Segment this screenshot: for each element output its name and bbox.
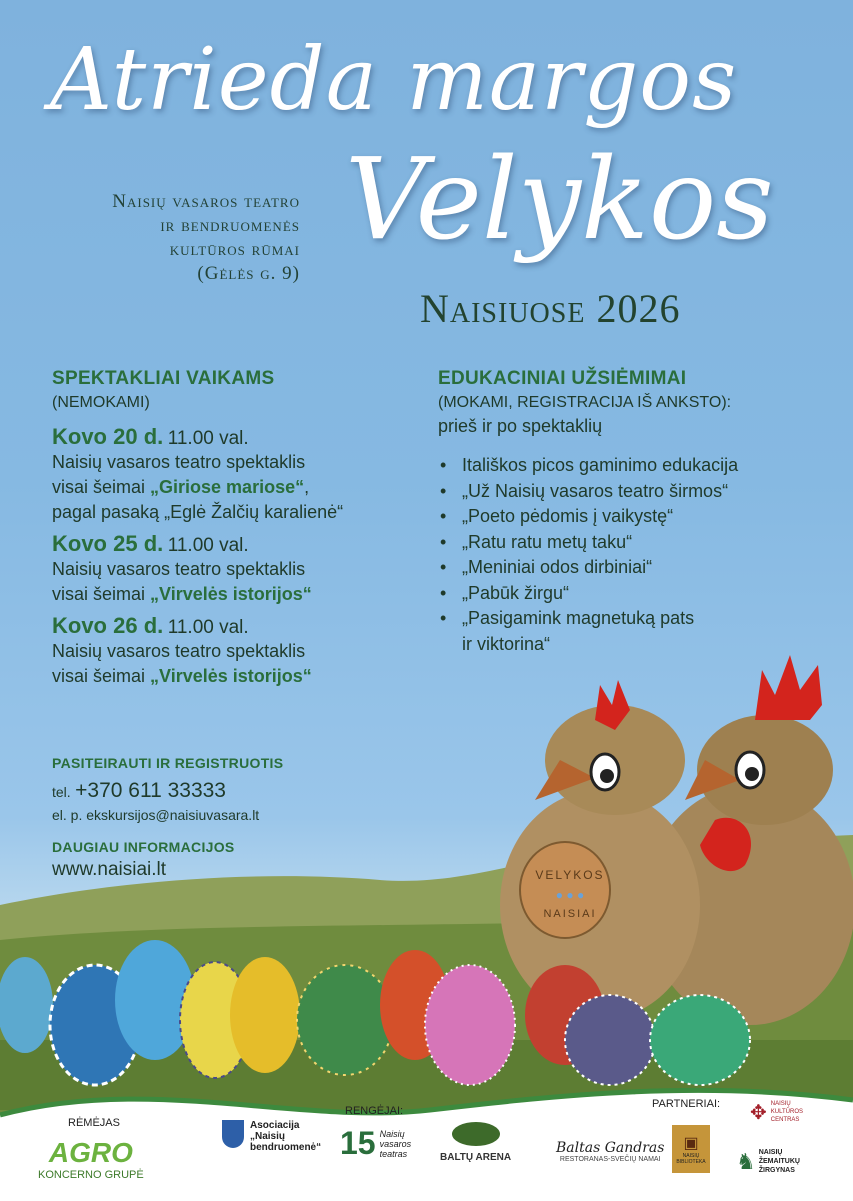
- event-audience: visai šeimai: [52, 477, 151, 497]
- event-line: [52, 582, 412, 607]
- more-info-heading: DAUGIAU INFORMACIJOS: [52, 839, 235, 855]
- play-title: „Virvelės istorijos“: [150, 584, 312, 604]
- tel-label: tel.: [52, 784, 71, 800]
- play-title: „Virvelės istorijos“: [150, 666, 312, 686]
- theatre-line: Naisių: [379, 1128, 405, 1139]
- email-link[interactable]: ekskursijos@naisiuvasara.lt: [86, 807, 260, 823]
- association-line: bendruomenė“: [250, 1142, 322, 1153]
- partners-label: PARTNERIAI:: [652, 1098, 721, 1110]
- association-line: Asociacija: [250, 1120, 300, 1131]
- section-subheading: (NEMOKAMI): [52, 394, 150, 411]
- list-item: [438, 606, 838, 632]
- section-heading: SPEKTAKLIAI VAIKAMS: [52, 368, 275, 389]
- zirgynas-line: ŽIRGYNAS: [758, 1167, 795, 1174]
- arena-logo: [440, 1122, 511, 1163]
- play-title: „Giriose mariose“: [150, 477, 305, 497]
- event-line: [52, 664, 412, 689]
- list-item: [438, 453, 838, 479]
- list-item-text: ir viktorina“: [462, 633, 551, 654]
- bullet-icon: •: [440, 506, 447, 526]
- phone-number[interactable]: +370 611 33333: [75, 779, 226, 802]
- venue-line: (Gėlės g. 9): [197, 263, 300, 284]
- agro-logo-sub: KONCERNO GRUPĖ: [38, 1169, 144, 1181]
- bullet-icon: •: [440, 531, 447, 552]
- event-time: 11.00 val.: [167, 428, 249, 449]
- place-year: Naisiuose 2026: [420, 286, 681, 331]
- event-block: [52, 531, 412, 607]
- association-logo: [222, 1120, 321, 1153]
- section-note: prieš ir po spektaklių: [438, 416, 603, 436]
- list-item-text: „Pabūk žirgu“: [462, 582, 570, 603]
- bullet-icon: •: [440, 557, 447, 577]
- section-subheading: (MOKAMI, REGISTRACIJA IŠ ANKSTO):: [438, 394, 732, 411]
- culture-line: NAISIŲ: [770, 1101, 791, 1107]
- venue-line: Naisių vasaros teatro: [112, 191, 300, 212]
- event-line: pagal pasaką „Eglė Žalčių karalienė“: [52, 502, 344, 522]
- list-item-text: „Poeto pėdomis į vaikystę“: [462, 506, 674, 526]
- theatre-line: vasaros: [379, 1138, 412, 1149]
- bullet-icon: •: [440, 455, 447, 475]
- workshops-section: [438, 368, 838, 657]
- list-item-text: „Meniniai odos dirbiniai“: [462, 557, 653, 577]
- website-link[interactable]: www.naisiai.lt: [52, 859, 167, 880]
- fifteen-logo-icon: 15: [340, 1125, 376, 1161]
- culture-line: KULTŪROS: [770, 1109, 803, 1115]
- velykos-badge: [525, 850, 615, 940]
- event-date: Kovo 20 d.: [52, 424, 164, 449]
- event-punct: ,: [304, 477, 310, 497]
- bullet-icon: •: [440, 582, 447, 603]
- list-item-text: „Ratu ratu metų taku“: [462, 531, 633, 552]
- bullet-icon: •: [440, 480, 447, 501]
- title-line1: Atrieda margos: [50, 30, 738, 130]
- event-block: [52, 613, 412, 689]
- venue-line: kultūros rūmai: [169, 239, 300, 260]
- list-item-text: „Pasigamink magnetuką pats: [462, 608, 695, 628]
- list-item: [438, 479, 838, 505]
- baltas-gandras-text: Baltas Gandras: [556, 1140, 665, 1156]
- sponsor-label: RĖMĖJAS: [68, 1117, 120, 1129]
- event-date: Kovo 25 d.: [52, 531, 164, 556]
- title-line2: Velykos: [345, 135, 774, 265]
- horse-icon: ♞: [736, 1148, 756, 1174]
- event-line: Naisių vasaros teatro spektaklis: [52, 452, 306, 472]
- contact-section: [52, 755, 283, 881]
- library-logo: [672, 1125, 710, 1173]
- badge-top: VELYKOS: [535, 868, 605, 882]
- list-item: [438, 504, 838, 530]
- zirgynas-line: ŽEMAITUKŲ: [758, 1158, 800, 1165]
- baltas-gandras-sub: RESTORANAS-SVEČIŲ NAMAI: [559, 1156, 661, 1163]
- event-line: Naisių vasaros teatro spektaklis: [52, 559, 306, 579]
- badge-eggs: ● ● ●: [555, 888, 585, 902]
- event-time: 11.00 val.: [167, 617, 249, 638]
- painted-eggs-image: [0, 930, 780, 1090]
- list-item-continuation: [438, 632, 838, 658]
- list-item: [438, 555, 838, 581]
- list-item: [438, 530, 838, 556]
- event-line: [52, 475, 412, 500]
- organizers-label: RENGĖJAI:: [345, 1105, 404, 1117]
- book-icon: ▣: [683, 1135, 699, 1152]
- association-line: „Naisių: [250, 1131, 286, 1142]
- event-line: Naisių vasaros teatro spektaklis: [52, 641, 306, 661]
- workshop-list: [438, 453, 838, 657]
- event-audience: visai šeimai: [52, 584, 151, 604]
- library-text: NAISIŲ BIBLIOTEKA: [676, 1153, 706, 1165]
- baltas-gandras-logo: [556, 1140, 664, 1163]
- theatre-logo: [340, 1125, 411, 1162]
- venue-address: [60, 190, 300, 286]
- bullet-icon: •: [440, 608, 447, 628]
- badge-bottom: NAISIAI: [543, 908, 597, 920]
- zirgynas-logo: [736, 1148, 800, 1175]
- list-item: [438, 581, 838, 607]
- list-item-text: Itališkos picos gaminimo edukacija: [462, 455, 739, 475]
- email-label: el. p.: [52, 807, 83, 823]
- coat-of-arms-icon: [222, 1120, 244, 1148]
- culture-line: CENTRAS: [770, 1117, 800, 1123]
- agro-logo: [38, 1137, 144, 1181]
- ornament-icon: ✥: [750, 1102, 767, 1124]
- arena-icon: [452, 1122, 500, 1146]
- event-date: Kovo 26 d.: [52, 613, 164, 638]
- list-item-text: „Už Naisių vasaros teatro širmos“: [462, 480, 729, 501]
- agro-logo-text: AGRO: [48, 1137, 133, 1168]
- zirgynas-line: NAISIŲ: [758, 1149, 783, 1156]
- culture-center-logo: [750, 1100, 803, 1125]
- contact-heading: PASITEIRAUTI IR REGISTRUOTIS: [52, 755, 284, 771]
- event-block: [52, 424, 412, 525]
- theatre-line: teatras: [379, 1148, 408, 1159]
- event-time: 11.00 val.: [167, 535, 249, 556]
- arena-text: BALTŲ ARENA: [440, 1152, 512, 1163]
- childrens-shows-section: [52, 368, 412, 689]
- event-audience: visai šeimai: [52, 666, 151, 686]
- section-heading: EDUKACINIAI UŽSIĖMIMAI: [438, 368, 687, 389]
- venue-line: ir bendruomenės: [160, 215, 300, 236]
